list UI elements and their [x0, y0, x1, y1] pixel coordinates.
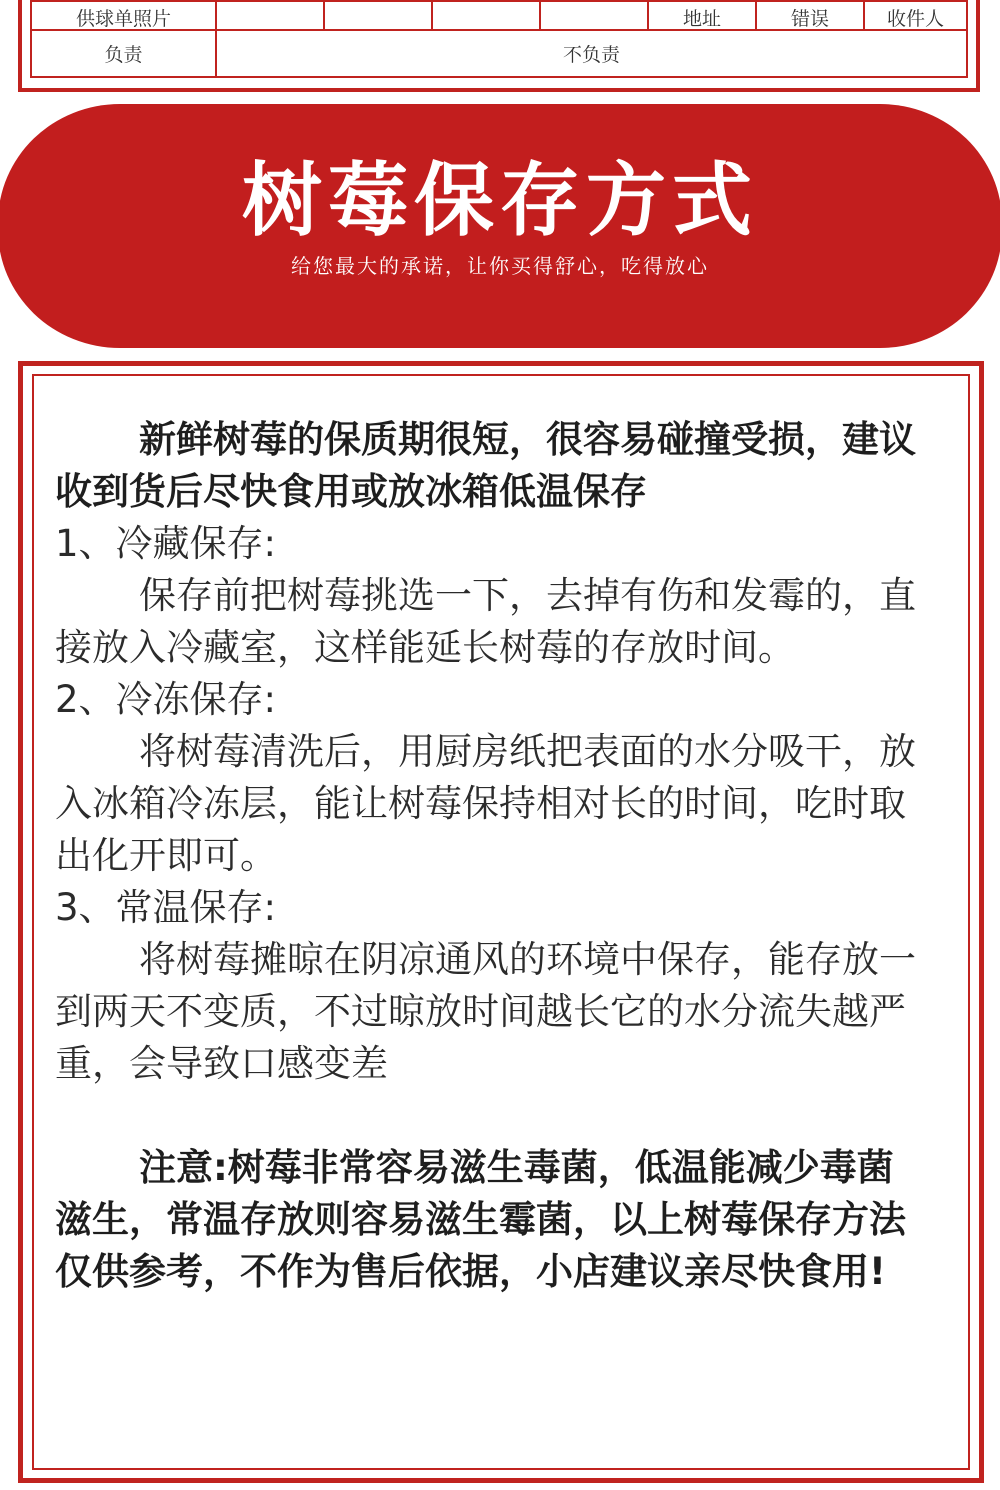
- section-body: 保存前把树莓挑选一下，去掉有伤和发霉的，直接放入冷藏室，这样能延长树莓的存放时间。: [55, 574, 916, 669]
- intro-paragraph: 新鲜树莓的保质期很短，很容易碰撞受损，建议收到货后尽快食用或放冰箱低温保存: [55, 418, 916, 513]
- section-heading: 1、冷藏保存:: [55, 522, 277, 565]
- table-cell: 地址: [649, 2, 757, 29]
- table-cell: [217, 2, 325, 29]
- table-cell: [433, 2, 541, 29]
- spacer: [55, 1090, 925, 1142]
- section-heading: 2、冷冻保存:: [55, 678, 277, 721]
- table-row: [32, 31, 966, 76]
- info-table: [30, 0, 968, 78]
- page-title: 树莓保存方式: [242, 153, 758, 247]
- table-cell: [541, 2, 649, 29]
- table-cell: 供球单照片: [32, 2, 217, 29]
- note-paragraph: 注意:树莓非常容易滋生毒菌，低温能减少毒菌滋生，常温存放则容易滋生霉菌，以上树莓保存方法仅供参考，不作为售后依据，小店建议亲尽快食用!: [55, 1146, 906, 1293]
- table-cell: 错误: [757, 2, 865, 29]
- not-responsible-value: 不负责: [562, 44, 620, 66]
- page-subtitle: 给您最大的承诺，让你买得舒心，吃得放心: [291, 254, 709, 278]
- table-row: [32, 2, 966, 31]
- table-cell: 收件人: [886, 8, 944, 30]
- table-cell: [325, 2, 433, 29]
- section-body: 将树莓清洗后，用厨房纸把表面的水分吸干，放入冰箱冷冻层，能让树莓保持相对长的时间，吃时取出化开即可。: [55, 730, 916, 877]
- responsible-label: 负责: [32, 31, 217, 76]
- info-table-panel: [18, 0, 980, 92]
- storage-instructions: [55, 414, 925, 1298]
- section-heading: 3、常温保存:: [55, 886, 277, 929]
- section-body: 将树莓摊晾在阴凉通风的环境中保存，能存放一到两天不变质，不过晾放时间越长它的水分流失越严重，会导致口感变差: [55, 938, 916, 1085]
